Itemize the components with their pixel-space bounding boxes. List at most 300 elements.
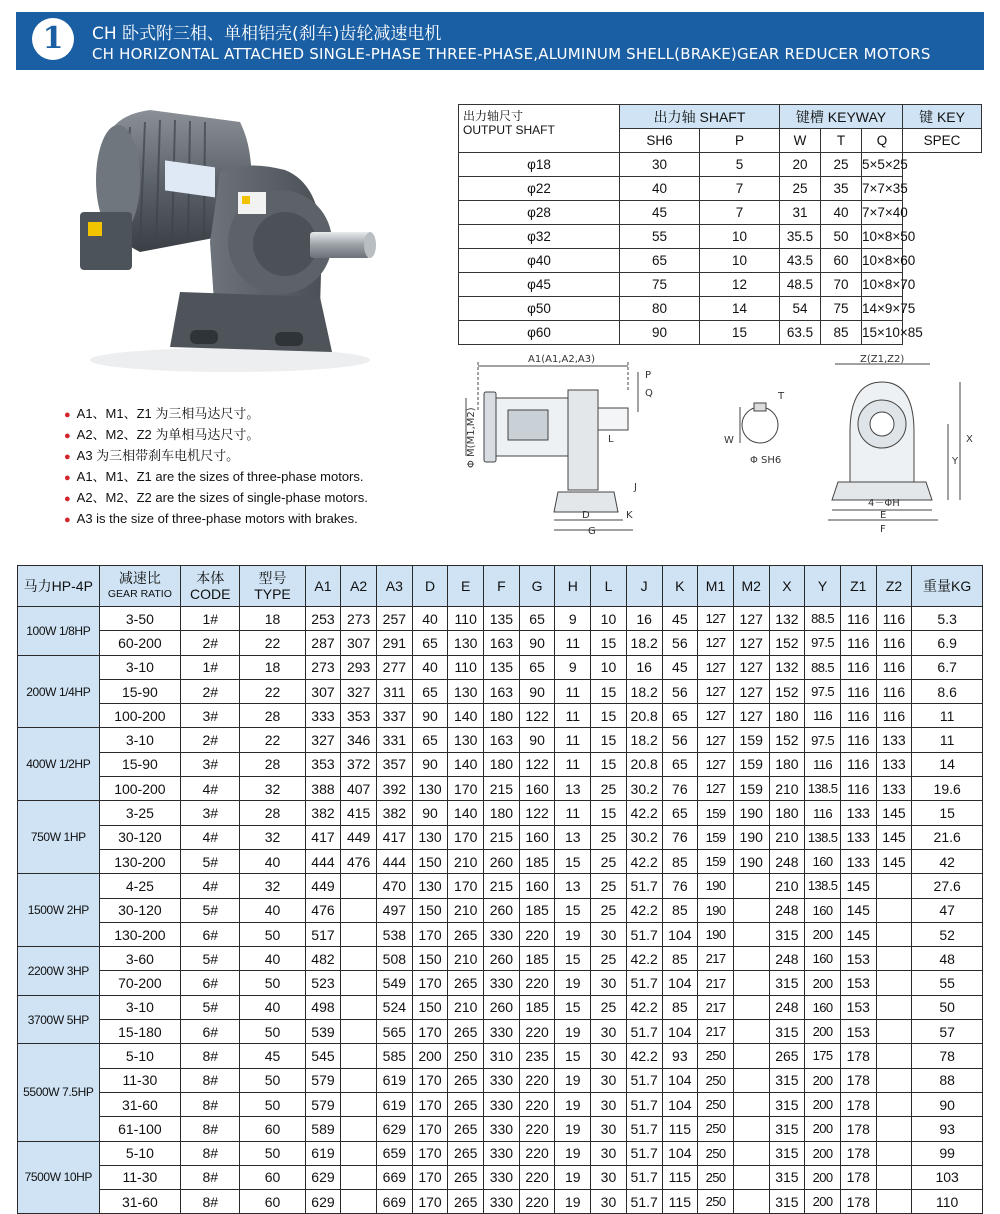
table-cell: 153 (840, 1020, 876, 1044)
table-cell: 30-120 (99, 898, 181, 922)
table-cell: 130 (412, 874, 448, 898)
shaft-cell: φ45 (459, 273, 620, 297)
table-cell: 8# (181, 1068, 240, 1092)
table-cell: 18 (240, 607, 305, 631)
table-cell: 56 (662, 631, 698, 655)
table-cell: 15 (591, 679, 627, 703)
table-cell: 11 (555, 728, 591, 752)
table-cell: 250 (698, 1092, 734, 1116)
table-cell: 50 (240, 971, 305, 995)
table-cell: 85 (662, 995, 698, 1019)
dim-k: K (626, 510, 633, 521)
table-cell (876, 1165, 912, 1189)
table-cell: 287 (305, 631, 341, 655)
shaft-cell: 40 (821, 201, 862, 225)
table-cell: 8# (181, 1044, 240, 1068)
table-cell: 3-10 (99, 728, 181, 752)
table-cell: 116 (876, 631, 912, 655)
table-cell: 133 (840, 849, 876, 873)
table-cell: 88.5 (805, 607, 841, 631)
note-item (64, 509, 368, 530)
table-cell: 273 (341, 607, 377, 631)
dim-p: P (645, 370, 652, 381)
hdr-dim: E (448, 566, 484, 607)
shaft-cell: φ22 (459, 177, 620, 201)
table-cell: 127 (698, 607, 734, 631)
table-cell: 190 (733, 825, 769, 849)
shaft-cell: 25 (780, 177, 821, 201)
table-cell (733, 1190, 769, 1214)
hdr-type-cn: 型号 (258, 570, 287, 586)
table-row (18, 1165, 983, 1189)
shaft-cell: 15 (700, 321, 780, 345)
table-cell: 260 (484, 947, 520, 971)
table-cell (876, 947, 912, 971)
table-cell: 180 (769, 752, 805, 776)
table-cell: 30 (591, 1068, 627, 1092)
table-cell: 629 (377, 1117, 413, 1141)
table-cell: 265 (448, 1165, 484, 1189)
table-cell: 76 (662, 777, 698, 801)
hdr-ratio (99, 566, 181, 607)
table-cell: 103 (912, 1165, 983, 1189)
table-cell: 4# (181, 825, 240, 849)
table-cell: 51.7 (626, 1020, 662, 1044)
table-cell: 32 (240, 825, 305, 849)
table-cell: 104 (662, 1141, 698, 1165)
table-cell (341, 1044, 377, 1068)
table-row (18, 655, 983, 679)
col-q: Q (862, 129, 903, 153)
table-cell: 153 (840, 995, 876, 1019)
shaft-cell: φ18 (459, 153, 620, 177)
table-cell: 116 (876, 679, 912, 703)
table-cell: 104 (662, 1020, 698, 1044)
table-cell: 130 (448, 679, 484, 703)
dim-d: D (582, 510, 590, 521)
table-cell: 4# (181, 874, 240, 898)
table-cell (341, 971, 377, 995)
table-cell: 178 (840, 1165, 876, 1189)
output-shaft-table (458, 104, 982, 345)
shaft-cell: 14 (700, 297, 780, 321)
table-cell: 130-200 (99, 922, 181, 946)
table-cell: 30 (591, 1092, 627, 1116)
table-cell (876, 874, 912, 898)
table-cell: 116 (876, 655, 912, 679)
table-cell: 538 (377, 922, 413, 946)
hdr-dim: A1 (305, 566, 341, 607)
table-cell: 32 (240, 777, 305, 801)
table-cell: 116 (805, 752, 841, 776)
table-cell: 311 (377, 679, 413, 703)
table-cell: 122 (519, 704, 555, 728)
table-cell: 315 (769, 922, 805, 946)
table-cell: 116 (840, 752, 876, 776)
table-cell: 307 (305, 679, 341, 703)
shaft-cell: 15×10×85 (862, 321, 903, 345)
table-cell: 265 (448, 1020, 484, 1044)
table-cell: 88.5 (805, 655, 841, 679)
table-cell: 250 (698, 1044, 734, 1068)
table-cell: 185 (519, 898, 555, 922)
dim-y: Y (952, 456, 959, 467)
table-cell: 85 (662, 898, 698, 922)
table-cell: 217 (698, 971, 734, 995)
output-shaft-cn: 出力轴尺寸 (463, 109, 524, 123)
table-cell: 170 (448, 825, 484, 849)
note-text: A2、M2、Z2 为单相马达尺寸。 (76, 427, 260, 442)
hdr-dim: D (412, 566, 448, 607)
table-cell: 28 (240, 801, 305, 825)
table-cell: 145 (840, 922, 876, 946)
table-cell: 217 (698, 947, 734, 971)
bullet-icon: ● (64, 430, 71, 442)
shaft-cell: 75 (821, 297, 862, 321)
table-cell: 30 (591, 1117, 627, 1141)
table-cell: 127 (733, 607, 769, 631)
table-cell: 90 (912, 1092, 983, 1116)
table-cell: 127 (698, 679, 734, 703)
hdr-dim: M1 (698, 566, 734, 607)
hdr-weight: 重量KG (912, 566, 983, 607)
dim-h: 4－ΦH (868, 498, 900, 509)
table-cell: 138.5 (805, 825, 841, 849)
table-row (18, 679, 983, 703)
table-cell: 13 (555, 825, 591, 849)
table-cell: 19 (555, 1117, 591, 1141)
table-cell: 135 (484, 655, 520, 679)
table-cell: 331 (377, 728, 413, 752)
table-cell: 85 (662, 849, 698, 873)
table-cell: 160 (519, 874, 555, 898)
table-cell: 185 (519, 947, 555, 971)
table-cell: 19 (555, 1068, 591, 1092)
shaft-cell: 20 (780, 153, 821, 177)
table-cell: 25 (591, 825, 627, 849)
table-cell: 18.2 (626, 728, 662, 752)
table-cell (876, 1020, 912, 1044)
table-cell: 8# (181, 1092, 240, 1116)
table-cell: 51.7 (626, 1092, 662, 1116)
table-cell: 61-100 (99, 1117, 181, 1141)
table-cell: 357 (377, 752, 413, 776)
shaft-row (459, 177, 982, 201)
table-cell: 382 (377, 801, 413, 825)
shaft-cell: 14×9×75 (862, 297, 903, 321)
table-cell: 160 (805, 995, 841, 1019)
table-cell: 382 (305, 801, 341, 825)
table-cell: 220 (519, 971, 555, 995)
table-cell: 11 (912, 728, 983, 752)
shaft-cell: 10×8×60 (862, 249, 903, 273)
table-cell: 170 (448, 874, 484, 898)
shaft-cell: φ32 (459, 225, 620, 249)
table-cell: 110 (448, 607, 484, 631)
table-cell: 200 (805, 1092, 841, 1116)
table-cell: 127 (698, 777, 734, 801)
dim-x: X (966, 434, 973, 445)
shaft-key-drawing (720, 385, 800, 465)
table-cell: 150 (412, 898, 448, 922)
table-cell: 65 (519, 607, 555, 631)
table-cell: 629 (305, 1165, 341, 1189)
note-item (64, 404, 368, 425)
table-cell: 11 (555, 704, 591, 728)
title-cn: CH 卧式附三相、单相铝壳(刹车)齿轮减速电机 (92, 24, 442, 44)
dim-f: F (880, 524, 886, 535)
table-cell: 250 (448, 1044, 484, 1068)
table-cell: 444 (305, 849, 341, 873)
table-cell: 28 (240, 752, 305, 776)
table-cell: 4-25 (99, 874, 181, 898)
note-text: A1、M1、Z1 为三相马达尺寸。 (76, 406, 260, 421)
table-cell: 215 (484, 777, 520, 801)
table-cell: 210 (448, 849, 484, 873)
table-cell: 42.2 (626, 1044, 662, 1068)
shaft-cell: 90 (620, 321, 700, 345)
table-cell (876, 898, 912, 922)
table-cell: 220 (519, 1068, 555, 1092)
note-text: A3 为三相带刹车电机尺寸。 (76, 448, 240, 463)
hp-group-label: 1500W 2HP (18, 874, 100, 947)
table-cell: 127 (698, 728, 734, 752)
col-t: T (821, 129, 862, 153)
table-cell: 250 (698, 1117, 734, 1141)
table-cell: 15 (591, 704, 627, 728)
table-cell: 190 (733, 849, 769, 873)
table-cell: 90 (412, 801, 448, 825)
table-cell: 497 (377, 898, 413, 922)
table-cell: 50 (240, 922, 305, 946)
table-cell: 5# (181, 995, 240, 1019)
table-cell (733, 1044, 769, 1068)
table-cell: 180 (769, 704, 805, 728)
table-cell: 159 (698, 825, 734, 849)
table-cell: 3# (181, 752, 240, 776)
table-cell: 22 (240, 728, 305, 752)
table-cell: 170 (412, 971, 448, 995)
table-cell: 30-120 (99, 825, 181, 849)
table-cell (733, 1068, 769, 1092)
table-cell: 97.5 (805, 679, 841, 703)
table-cell: 51.7 (626, 971, 662, 995)
table-cell: 215 (484, 825, 520, 849)
table-cell: 210 (448, 947, 484, 971)
table-cell: 140 (448, 704, 484, 728)
table-cell: 160 (519, 825, 555, 849)
table-cell: 65 (662, 704, 698, 728)
table-row (18, 1141, 983, 1165)
table-cell: 116 (876, 607, 912, 631)
table-cell: 51.7 (626, 1117, 662, 1141)
table-cell: 524 (377, 995, 413, 1019)
table-cell: 248 (769, 849, 805, 873)
table-cell: 30 (591, 1141, 627, 1165)
table-cell (733, 1117, 769, 1141)
table-cell: 200 (805, 922, 841, 946)
table-row (18, 704, 983, 728)
shaft-cell: 35.5 (780, 225, 821, 249)
table-cell: 130 (412, 777, 448, 801)
table-cell: 145 (876, 849, 912, 873)
table-cell (876, 1117, 912, 1141)
table-cell: 116 (805, 704, 841, 728)
table-cell (341, 1092, 377, 1116)
table-cell: 22 (240, 679, 305, 703)
shaft-cell: 85 (821, 321, 862, 345)
table-cell: 250 (698, 1068, 734, 1092)
table-cell: 277 (377, 655, 413, 679)
table-cell: 330 (484, 1117, 520, 1141)
table-cell: 307 (341, 631, 377, 655)
note-text: A1、M1、Z1 are the sizes of three-phase motors. (76, 469, 364, 484)
table-row (18, 825, 983, 849)
table-cell: 5# (181, 849, 240, 873)
table-cell: 200 (805, 1190, 841, 1214)
table-cell: 265 (448, 971, 484, 995)
table-cell: 130 (448, 631, 484, 655)
table-cell (733, 898, 769, 922)
table-cell (341, 1165, 377, 1189)
table-cell: 15 (591, 752, 627, 776)
section-number: 1 (32, 18, 74, 60)
table-cell: 150 (412, 995, 448, 1019)
table-cell: 51.7 (626, 1141, 662, 1165)
table-cell: 330 (484, 1092, 520, 1116)
hdr-code-en: CODE (190, 586, 231, 602)
table-cell: 3-25 (99, 801, 181, 825)
table-cell: 145 (840, 898, 876, 922)
note-item (64, 467, 368, 488)
table-cell: 8# (181, 1165, 240, 1189)
table-cell: 56 (662, 679, 698, 703)
table-cell: 220 (519, 1117, 555, 1141)
table-cell: 6.7 (912, 655, 983, 679)
hdr-dim: X (769, 566, 805, 607)
hp-group-label: 2200W 3HP (18, 947, 100, 996)
table-cell: 476 (341, 849, 377, 873)
dim-l: L (608, 434, 614, 445)
table-cell: 293 (341, 655, 377, 679)
table-cell: 8# (181, 1117, 240, 1141)
col-spec: SPEC (903, 129, 982, 153)
table-cell: 330 (484, 1020, 520, 1044)
table-cell: 449 (341, 825, 377, 849)
table-cell: 19 (555, 1165, 591, 1189)
shaft-cell: 45 (620, 201, 700, 225)
hdr-dim: Y (805, 566, 841, 607)
table-cell: 265 (448, 1068, 484, 1092)
table-cell: 220 (519, 1141, 555, 1165)
table-cell: 145 (876, 801, 912, 825)
table-cell: 90 (412, 704, 448, 728)
table-cell: 100-200 (99, 777, 181, 801)
table-cell: 60 (240, 1165, 305, 1189)
table-cell: 190 (698, 874, 734, 898)
table-row (18, 801, 983, 825)
table-cell: 15 (591, 728, 627, 752)
table-cell: 133 (840, 801, 876, 825)
table-cell: 2# (181, 679, 240, 703)
note-item (64, 446, 368, 467)
table-cell: 11-30 (99, 1165, 181, 1189)
table-cell: 50 (240, 1141, 305, 1165)
table-cell: 3# (181, 801, 240, 825)
table-cell: 25 (591, 898, 627, 922)
table-cell: 50 (240, 1092, 305, 1116)
shaft-row (459, 201, 982, 225)
table-cell: 185 (519, 995, 555, 1019)
table-cell: 42.2 (626, 898, 662, 922)
table-cell: 115 (662, 1190, 698, 1214)
shaft-cell: φ40 (459, 249, 620, 273)
table-cell: 104 (662, 1092, 698, 1116)
table-cell: 170 (412, 1165, 448, 1189)
shaft-cell: 5 (700, 153, 780, 177)
table-cell (876, 1068, 912, 1092)
table-cell: 42.2 (626, 995, 662, 1019)
table-cell: 152 (769, 679, 805, 703)
table-cell: 498 (305, 995, 341, 1019)
col-w: W (780, 129, 821, 153)
table-cell: 273 (305, 655, 341, 679)
table-cell: 20.8 (626, 752, 662, 776)
table-cell: 145 (876, 825, 912, 849)
table-cell: 15 (555, 898, 591, 922)
table-row (18, 874, 983, 898)
table-cell: 25 (591, 995, 627, 1019)
table-row (18, 1044, 983, 1068)
hdr-ratio-en: GEAR RATIO (107, 588, 172, 600)
table-row (18, 898, 983, 922)
notes-list (64, 404, 368, 530)
table-cell: 629 (305, 1190, 341, 1214)
shaft-cell: 65 (620, 249, 700, 273)
hp-group-label: 7500W 10HP (18, 1141, 100, 1214)
table-cell: 159 (698, 849, 734, 873)
table-row (18, 1117, 983, 1141)
table-cell (341, 1117, 377, 1141)
table-cell (876, 1190, 912, 1214)
table-row (18, 607, 983, 631)
table-cell: 11-30 (99, 1068, 181, 1092)
table-cell: 30 (591, 922, 627, 946)
dim-w: W (724, 435, 734, 446)
shaft-row (459, 225, 982, 249)
table-cell: 19 (555, 1092, 591, 1116)
table-cell: 178 (840, 1190, 876, 1214)
table-cell: 127 (698, 655, 734, 679)
dim-z: Z(Z1,Z2) (860, 354, 905, 365)
table-cell: 210 (769, 777, 805, 801)
shaft-cell: 35 (821, 177, 862, 201)
table-cell: 40 (240, 995, 305, 1019)
table-cell (341, 898, 377, 922)
table-cell: 85 (662, 947, 698, 971)
front-view-drawing (820, 352, 980, 537)
table-cell: 5-10 (99, 1141, 181, 1165)
table-cell: 265 (448, 1141, 484, 1165)
table-cell: 50 (240, 1068, 305, 1092)
table-cell: 248 (769, 898, 805, 922)
table-row (18, 995, 983, 1019)
table-cell: 315 (769, 1141, 805, 1165)
hdr-type (240, 566, 305, 607)
table-cell: 449 (305, 874, 341, 898)
table-cell: 330 (484, 1068, 520, 1092)
table-cell: 65 (412, 728, 448, 752)
